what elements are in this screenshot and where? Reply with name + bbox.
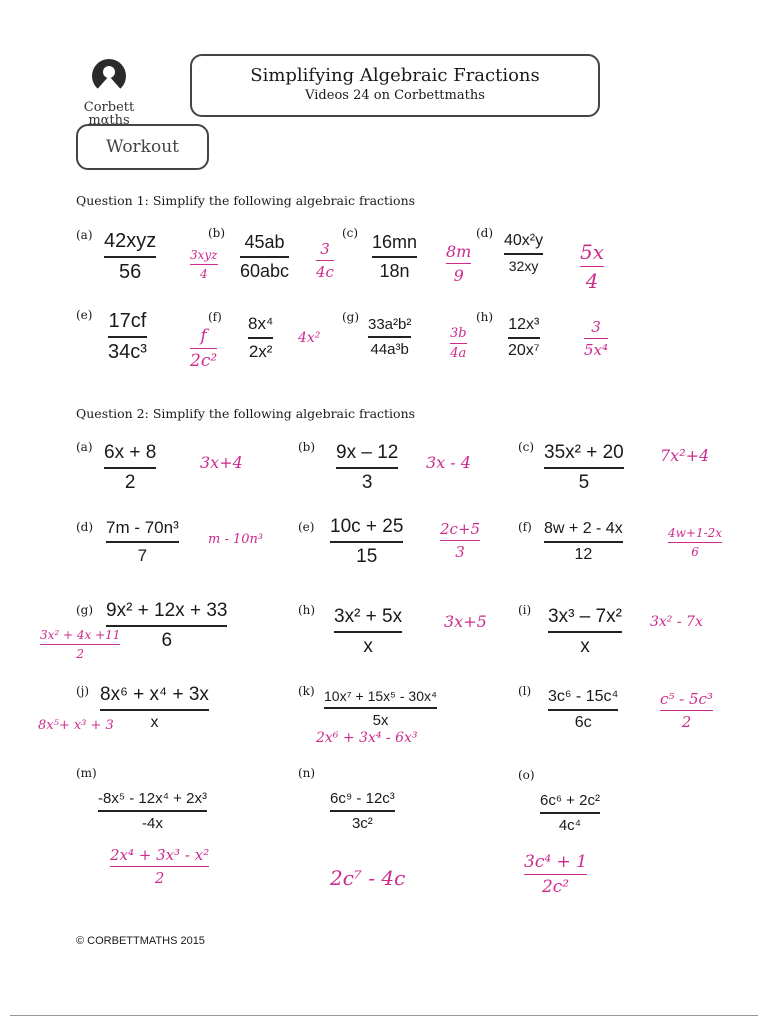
q1d-numerator: 40x²y: [504, 232, 544, 249]
q2e-label: (e): [298, 520, 315, 534]
q1a-numerator: 42xyz: [104, 230, 157, 252]
q2o-label: (o): [518, 768, 535, 782]
q2l-numerator: 3c⁶ - 15c⁴: [548, 688, 619, 705]
fraction-bar: [544, 467, 624, 469]
q1f-fraction: [248, 314, 273, 362]
q2g-fraction: [106, 600, 227, 652]
q1h-answer: [584, 318, 608, 359]
q2l-label: (l): [518, 684, 532, 698]
q2n-answer: 2c⁷ - 4c: [330, 866, 406, 890]
q2o-answer-numerator: 3c⁴ + 1: [524, 852, 588, 872]
q2m-answer: [110, 846, 209, 887]
q2h-label: (h): [298, 603, 316, 617]
q1a-answer-numerator: 3xyz: [190, 248, 218, 262]
answer-bar: [190, 264, 218, 265]
q2k-fraction: [324, 688, 437, 729]
q1a-fraction: [104, 230, 156, 284]
q2c-answer: 7x²+4: [660, 446, 710, 465]
q1e-answer: [190, 326, 217, 371]
q1g-answer: [450, 326, 467, 361]
q2a-fraction: [104, 442, 156, 494]
q1g-answer-denominator: 4a: [450, 346, 467, 362]
q1e-fraction: [108, 310, 147, 364]
page-subtitle: Videos 24 on Corbettmaths: [305, 88, 485, 103]
q2b-numerator: 9x – 12: [336, 442, 399, 463]
q1c-answer-numerator: 8m: [446, 242, 472, 261]
fraction-bar: [108, 336, 147, 338]
fraction-bar: [104, 256, 156, 258]
q2e-fraction: [330, 516, 403, 568]
q1c-fraction: [372, 232, 417, 282]
q2k-numerator: 10x⁷ + 15x⁵ - 30x⁴: [324, 688, 437, 704]
fraction-bar: [336, 467, 398, 469]
q2m-answer-numerator: 2x⁴ + 3x³ - x²: [110, 846, 210, 864]
q2n-fraction: [330, 790, 395, 832]
q2f-answer-denominator: 6: [691, 545, 699, 560]
q1h-label: (h): [476, 310, 494, 324]
q1c-label: (c): [342, 226, 359, 240]
q1b-denominator: 60abc: [240, 260, 290, 281]
q2l-fraction: [548, 688, 618, 732]
q1g-label: (g): [342, 310, 360, 324]
q2o-answer-denominator: 2c²: [541, 877, 570, 898]
fraction-bar: [504, 253, 543, 255]
q2i-label: (i): [518, 603, 532, 617]
q1h-answer-denominator: 5x⁴: [584, 341, 609, 360]
q2m-fraction: [98, 790, 207, 832]
q2h-answer: 3x+5: [444, 612, 487, 631]
q2e-answer-numerator: 2c+5: [440, 520, 481, 538]
q1c-numerator: 16mn: [372, 232, 418, 252]
q2g-label: (g): [76, 603, 94, 617]
q2i-denominator: x: [580, 635, 590, 657]
q1g-denominator: 44a³b: [370, 340, 409, 358]
q2g-denominator: 6: [161, 629, 173, 651]
q2m-denominator: -4x: [142, 814, 163, 832]
workout-badge: Workout: [76, 124, 209, 170]
q1h-answer-numerator: 3: [591, 318, 601, 336]
answer-bar: [524, 874, 587, 875]
q1a-label: (a): [76, 228, 93, 242]
q1a-denominator: 56: [119, 260, 142, 283]
q2o-fraction: [540, 792, 600, 834]
fraction-bar: [544, 541, 623, 543]
q1h-denominator: 20x⁷: [508, 341, 540, 359]
fraction-bar: [106, 541, 179, 543]
answer-bar: [660, 710, 713, 711]
title-box: [190, 54, 600, 117]
q2b-fraction: [336, 442, 398, 494]
q2c-denominator: 5: [578, 471, 590, 493]
q1b-answer-numerator: 3: [320, 240, 330, 258]
logo-text-2: mαths: [88, 113, 130, 128]
q1b-answer: [316, 240, 334, 281]
fraction-bar: [548, 631, 622, 633]
q1f-answer: 4x²: [298, 330, 321, 346]
fraction-bar: [330, 541, 403, 543]
q2c-numerator: 35x² + 20: [544, 442, 624, 463]
fraction-bar: [330, 810, 395, 812]
logo-text-1: Corbett: [83, 100, 135, 115]
fraction-bar: [372, 256, 417, 258]
q2e-answer: [440, 520, 480, 561]
fraction-bar: [248, 337, 273, 339]
q1e-denominator: 34c³: [108, 340, 147, 363]
q1b-answer-denominator: 4c: [316, 263, 334, 282]
q1f-numerator: 8x⁴: [248, 314, 274, 333]
answer-bar: [668, 542, 722, 543]
q2f-denominator: 12: [574, 545, 593, 563]
q2j-fraction: [100, 684, 209, 732]
q2c-fraction: [544, 442, 624, 494]
q2i-fraction: [548, 606, 622, 658]
q1a-answer-denominator: 4: [199, 267, 208, 282]
q1c-answer-denominator: 9: [453, 266, 464, 286]
fraction-bar: [334, 631, 402, 633]
q2a-numerator: 6x + 8: [104, 442, 157, 463]
q2d-fraction: [106, 518, 179, 566]
q2a-label: (a): [76, 440, 93, 454]
q2f-fraction: [544, 520, 623, 564]
q1e-numerator: 17cf: [108, 310, 147, 332]
q2n-denominator: 3c²: [351, 814, 373, 832]
q1g-answer-numerator: 3b: [450, 326, 467, 341]
q2l-answer: [660, 690, 713, 731]
q2k-answer: 2x⁶ + 3x⁴ - 6x³: [316, 730, 418, 746]
q2l-answer-numerator: c⁵ - 5c³: [660, 690, 713, 708]
q2h-numerator: 3x² + 5x: [334, 606, 403, 627]
q2f-answer-numerator: 4w+1-2x: [668, 526, 723, 540]
question-2-heading: Question 2: Simplify the following algebraic fractions: [76, 406, 416, 421]
q2g-answer-numerator: 3x² + 4x +11: [40, 628, 121, 642]
q2l-denominator: 6c: [574, 713, 592, 731]
q2l-answer-denominator: 2: [681, 713, 692, 732]
q2g-answer: [40, 628, 120, 661]
fraction-bar: [368, 336, 411, 338]
q1e-answer-denominator: 2c²: [190, 351, 218, 372]
q2h-denominator: x: [363, 635, 373, 657]
q2j-answer: 8x⁵+ x³ + 3: [38, 718, 114, 733]
q2f-label: (f): [518, 520, 532, 534]
answer-bar: [190, 348, 217, 349]
q2m-numerator: -8x⁵ - 12x⁴ + 2x³: [98, 790, 207, 807]
q2i-numerator: 3x³ – 7x²: [548, 606, 622, 627]
q2b-denominator: 3: [361, 471, 373, 493]
q2b-answer: 3x - 4: [426, 453, 471, 472]
q2b-label: (b): [298, 440, 316, 454]
q1h-fraction: [508, 316, 540, 360]
answer-bar: [110, 866, 209, 867]
q1f-denominator: 2x²: [248, 341, 273, 361]
q2o-numerator: 6c⁶ + 2c²: [540, 792, 600, 809]
fraction-bar: [324, 707, 437, 709]
q1b-label: (b): [208, 226, 226, 240]
q2k-label: (k): [298, 684, 315, 698]
q2j-label: (j): [76, 684, 90, 698]
q1f-label: (f): [208, 310, 222, 324]
answer-bar: [584, 338, 608, 339]
q1h-numerator: 12x³: [508, 316, 540, 333]
q2a-answer: 3x+4: [200, 453, 243, 472]
fraction-bar: [100, 709, 209, 711]
q2e-numerator: 10c + 25: [330, 516, 404, 537]
q2g-numerator: 9x² + 12x + 33: [106, 600, 228, 621]
q1d-label: (d): [476, 226, 494, 240]
fraction-bar: [240, 256, 289, 258]
q1d-denominator: 32xy: [508, 257, 539, 274]
answer-bar: [316, 260, 334, 261]
q1d-answer-denominator: 4: [585, 269, 599, 294]
q2j-numerator: 8x⁶ + x⁴ + 3x: [100, 684, 209, 705]
q2d-numerator: 7m - 70n³: [106, 518, 179, 537]
q2o-answer: [524, 852, 587, 897]
q2f-answer: [668, 526, 722, 559]
q2g-answer-denominator: 2: [76, 647, 85, 662]
q2f-numerator: 8w + 2 - 4x: [544, 520, 623, 537]
q2h-fraction: [334, 606, 402, 658]
q2m-label: (m): [76, 766, 97, 780]
q2i-answer: 3x² - 7x: [650, 614, 703, 630]
q1d-answer-numerator: 5x: [580, 240, 605, 264]
q1c-denominator: 18n: [379, 260, 410, 281]
q2n-numerator: 6c⁹ - 12c³: [330, 790, 395, 807]
logo-emblem-icon: [87, 56, 131, 96]
fraction-bar: [104, 467, 156, 469]
q1g-numerator: 33a²b²: [368, 316, 412, 333]
q1a-answer: [190, 248, 218, 281]
q2c-label: (c): [518, 440, 535, 454]
q2o-denominator: 4c⁴: [558, 816, 582, 834]
q2e-answer-denominator: 3: [455, 543, 465, 562]
page-title: Simplifying Algebraic Fractions: [250, 65, 540, 86]
answer-bar: [450, 343, 467, 344]
answer-bar: [446, 263, 471, 264]
fraction-bar: [548, 709, 618, 711]
q1e-label: (e): [76, 308, 93, 322]
answer-bar: [40, 644, 120, 645]
fraction-bar: [106, 625, 227, 627]
q1d-fraction: [504, 232, 543, 274]
q2k-denominator: 5x: [372, 711, 389, 729]
q2n-label: (n): [298, 766, 316, 780]
answer-bar: [440, 540, 480, 541]
q1b-numerator: 45ab: [244, 232, 285, 252]
question-1-heading: Question 1: Simplify the following algebraic fractions: [76, 193, 416, 208]
fraction-bar: [98, 810, 207, 812]
q2m-answer-denominator: 2: [154, 869, 165, 888]
copyright-footer: © CORBETTMATHS 2015: [76, 935, 205, 947]
q1e-answer-numerator: f: [200, 326, 207, 346]
page-bottom-divider: [10, 1015, 758, 1016]
corbettmaths-logo: [76, 56, 142, 127]
q1c-answer: [446, 242, 471, 285]
q2e-denominator: 15: [356, 545, 378, 567]
q2a-denominator: 2: [124, 471, 136, 493]
fraction-bar: [508, 337, 540, 339]
answer-bar: [580, 266, 604, 267]
q2d-label: (d): [76, 520, 94, 534]
fraction-bar: [540, 812, 600, 814]
q2d-answer: m - 10n³: [208, 532, 264, 547]
q2j-denominator: x: [150, 713, 159, 731]
q1d-answer: [580, 240, 604, 293]
q1g-fraction: [368, 316, 411, 358]
q2d-denominator: 7: [137, 545, 148, 565]
q1b-fraction: [240, 232, 289, 282]
